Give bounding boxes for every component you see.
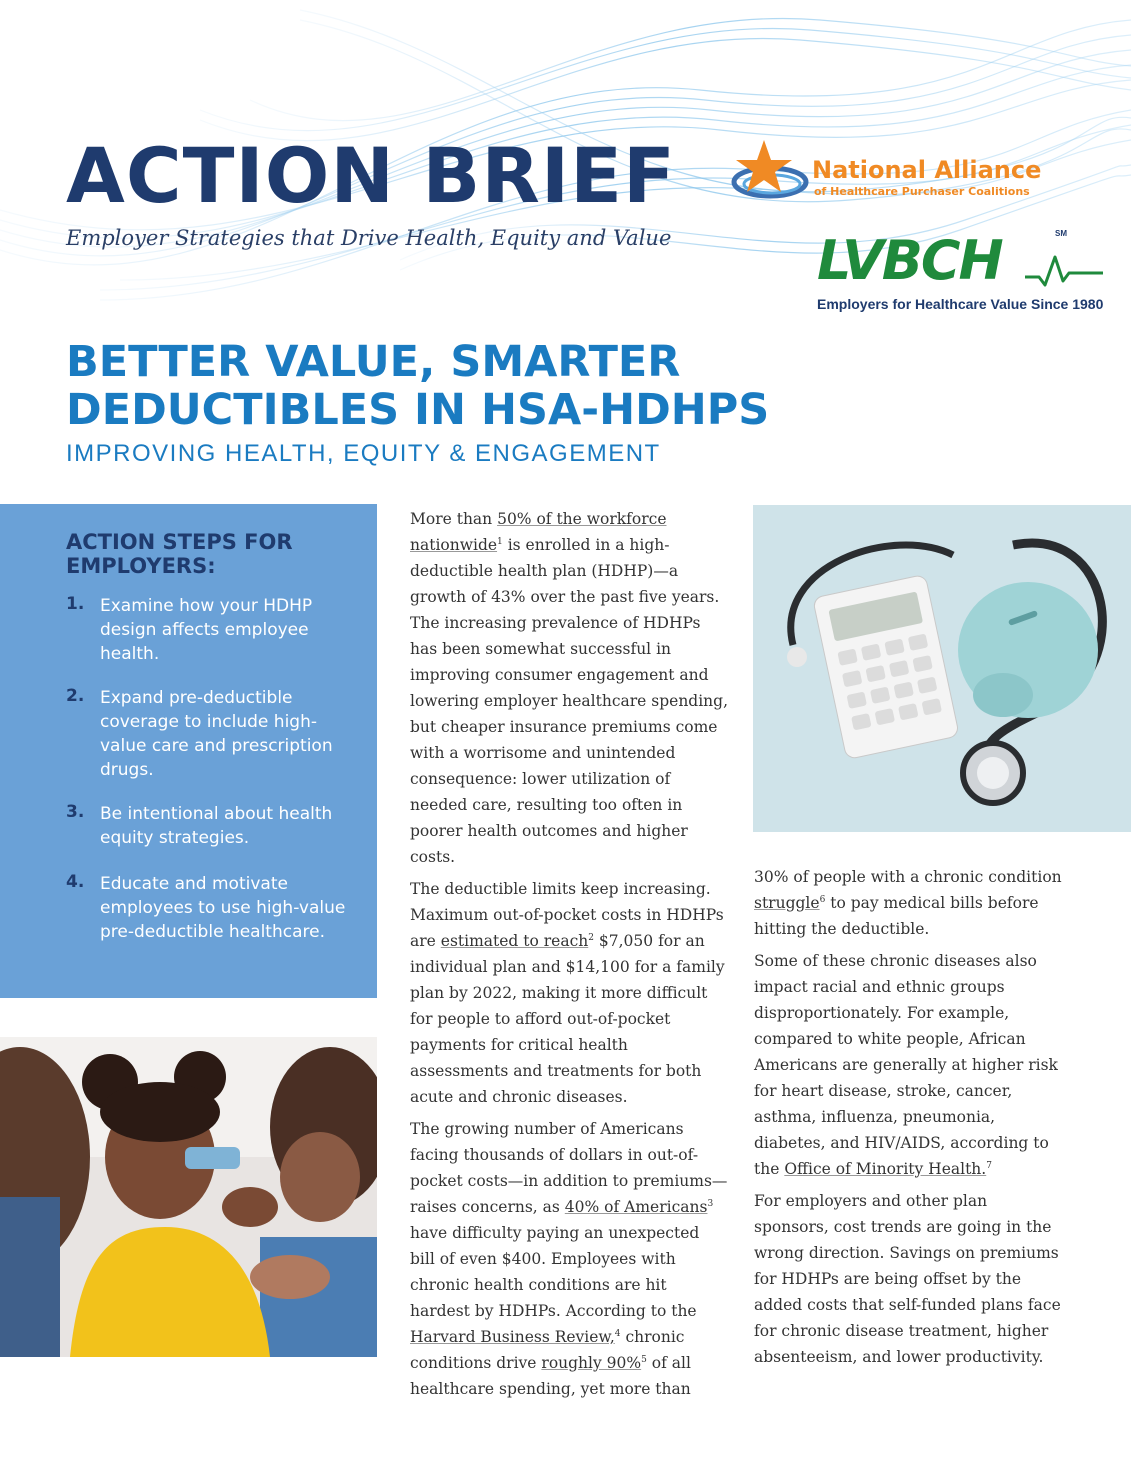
paragraph: Some of these chronic diseases also impact racial and ethnic groups disproportionately. For example, compared to white people, African Americans are generally at higher risk for heart disease, stroke, cancer, asthma, influenza, pneumonia, diabetes, and HIV/AIDS, according to the Office of Minority Health.$^7$: [754, 952, 1058, 1178]
step-text: Educate and motivate employees to use high-value pre-deductible healthcare.: [100, 874, 346, 942]
step-text: Expand pre-deductible coverage to include high-value care and prescription drugs.: [100, 688, 333, 780]
lvbch-name: LVBCH: [817, 229, 1002, 292]
link-40-percent-americans[interactable]: 40% of Americans: [564, 1198, 708, 1216]
footnote-ref: 1: [497, 536, 503, 547]
link-roughly-90-percent[interactable]: roughly 90%: [541, 1354, 642, 1372]
step-number: 3.: [66, 802, 85, 822]
body-column-2: [754, 864, 1064, 1376]
headline-line-1: BETTER VALUE, SMARTER: [66, 337, 681, 387]
footnote-ref: 2: [588, 932, 594, 943]
paragraph: 30% of people with a chronic condition struggle$^6$ to pay medical bills before hitting the deductible.: [754, 868, 1062, 938]
heartbeat-icon: [1025, 251, 1105, 291]
paragraph: For employers and other plan sponsors, cost trends are going in the wrong direction. Savings on premiums for HDHPs are being offset by the added costs that self-funded plans face for chronic disease treatment, higher absenteeism, and lower productivity.: [754, 1192, 1061, 1366]
star-swoosh-icon: [728, 138, 812, 208]
footnote-ref: 3: [707, 1198, 714, 1209]
paragraph: The growing number of Americans facing thousands of dollars in out-of-pocket costs—in addition to premiums—raises concerns, as 40% of Americans$^3$ have difficulty paying an unexpected bill of even $400. Employees with chronic health conditions are hit hardest by HDHPs. According to the Harvard Business Review,$^4$ chronic conditions drive roughly 90%$^5$ of all healthcare spending, yet more than: [410, 1120, 728, 1398]
step-number: 2.: [66, 686, 85, 706]
step-text: Examine how your HDHP design affects employee health.: [100, 596, 313, 664]
link-office-of-minority-health[interactable]: Office of Minority Health.: [784, 1160, 987, 1178]
lvbch-tagline: Employers for Healthcare Value Since 1980: [817, 296, 1104, 312]
lvbch-logo[interactable]: [815, 225, 1115, 320]
footnote-ref: 6: [819, 894, 826, 905]
headline: [66, 338, 769, 434]
step-text: Be intentional about health equity strategies.: [100, 804, 333, 848]
body-column-1: [410, 506, 728, 1408]
paragraph: The deductible limits keep increasing. Maximum out-of-pocket costs in HDHPs are estimated to reach$^2$ $7,050 for an individual plan and $14,100 for a family plan by 2022, making it more difficult for people to afford out-of-pocket payments for critical health assessments and treatments for both acute and chronic diseases.: [410, 880, 725, 1106]
family-inhaler-photo: [0, 1037, 377, 1357]
link-struggle[interactable]: struggle: [754, 894, 820, 912]
photo-illustration: [0, 1037, 377, 1357]
action-steps-heading: ACTION STEPS FOR EMPLOYERS:: [66, 530, 293, 578]
national-alliance-logo[interactable]: [728, 138, 1068, 208]
national-alliance-tagline: of Healthcare Purchaser Coalitions: [814, 185, 1030, 198]
headline-line-2: DEDUCTIBLES IN HSA-HDHPS: [66, 385, 770, 435]
footnote-ref: 4: [614, 1328, 621, 1339]
footnote-ref: 7: [986, 1160, 992, 1171]
lvbch-service-mark: SM: [1055, 229, 1067, 238]
step-number: 4.: [66, 872, 85, 892]
footnote-ref: 5: [641, 1354, 647, 1365]
link-estimated-to-reach[interactable]: estimated to reach: [440, 932, 589, 950]
subheadline: IMPROVING HEALTH, EQUITY & ENGAGEMENT: [66, 440, 661, 467]
brand-subtitle: Employer Strategies that Drive Health, Equity and Value: [66, 226, 672, 250]
calculator-piggybank-photo: [753, 505, 1131, 832]
link-harvard-business-review[interactable]: Harvard Business Review,: [410, 1328, 615, 1346]
step-number: 1.: [66, 594, 85, 614]
paragraph: More than 50% of the workforce nationwide$^1$ is enrolled in a high-deductible health plan (HDHP)—a growth of 43% over the past five years. The increasing prevalence of HDHPs has been somewhat successful in improving consumer engagement and lowering employer healthcare spending, but cheaper insurance premiums come with a worrisome and unintended consequence: lower utilization of needed care, resulting too often in poorer health outcomes and higher costs.: [410, 510, 729, 866]
national-alliance-name: National Alliance: [812, 156, 1042, 184]
photo-illustration: [753, 505, 1131, 832]
brand-title: ACTION BRIEF: [66, 131, 676, 220]
link-workforce-nationwide[interactable]: 50% of the workforce nationwide: [410, 510, 667, 554]
action-steps-panel: [0, 504, 377, 998]
